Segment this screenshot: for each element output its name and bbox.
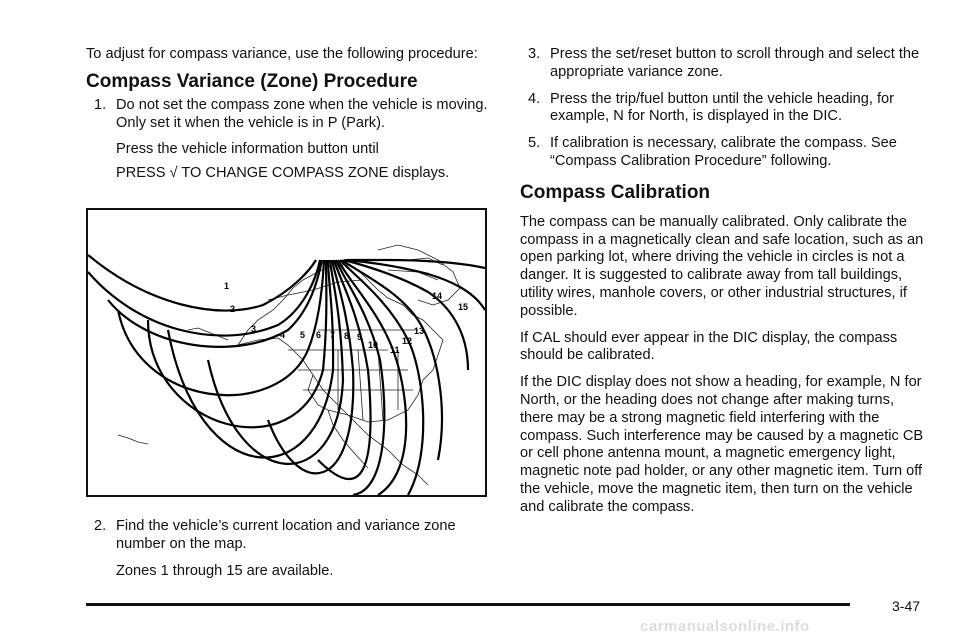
- zone-label-4: 4: [280, 330, 286, 340]
- step-2-text: Find the vehicle’s current location and variance zone number on the map.: [116, 518, 456, 552]
- step-2-sub: Zones 1 through 15 are available.: [116, 562, 334, 579]
- zone-label-1: 1: [224, 281, 230, 291]
- zone-label-14: 14: [432, 291, 443, 301]
- step-5-text: If calibration is necessary, calibrate the compass. See “Compass Calibration Procedure” following.: [550, 135, 897, 169]
- intro-text: To adjust for compass variance, use the following procedure:: [86, 46, 478, 62]
- zone-label-10: 10: [368, 340, 379, 350]
- zone-label-7: 7: [330, 330, 336, 340]
- checkmark-icon: √: [169, 165, 178, 182]
- calibration-paragraph-1: The compass can be manually calibrated. Only calibrate the compass in a magnetically clean and safe location, such as an open parking lot, where driving the vehicle in circles is not a danger. It is suggested to calibrate away from tall buildings, utility wires, manhole covers, or other industrial structures, if possible.: [520, 213, 924, 319]
- watermark: carmanualsonline.info: [640, 618, 810, 635]
- step-4-text: Press the trip/fuel button until the vehicle heading, for example, N for North, is displayed in the DIC.: [550, 90, 894, 125]
- zone-label-9: 9: [357, 332, 363, 342]
- step-3-number: 3.: [528, 46, 541, 62]
- step-3: [520, 46, 930, 82]
- zone-label-13: 13: [414, 326, 425, 336]
- change-zone-text: TO CHANGE COMPASS ZONE displays.: [181, 165, 450, 182]
- zone-label-5: 5: [300, 330, 306, 340]
- calibration-paragraph-3: If the DIC display does not show a heading, for example, N for North, or the heading does not change after making turns, there may be a strong magnetic field interfering with the compass. Such interference may be caused by a magnetic CB or cell phone antenna mount, a magnetic emergency light, magnetic note pad holder, or any other magnetic item. Turn off the vehicle, move the magnetic item, then turn on the vehicle and calibrate the compass.: [520, 374, 924, 515]
- right-column: [520, 46, 930, 526]
- calibration-heading: Compass Calibration: [520, 181, 711, 203]
- step-2: [86, 518, 490, 554]
- compass-zone-map: [86, 208, 487, 497]
- step-3-text: Press the set/reset button to scroll through and select the appropriate variance zone.: [550, 46, 920, 80]
- page-number: 3-47: [892, 598, 921, 614]
- landmass-outlines: [118, 245, 460, 485]
- step-1-sub-1: Press the vehicle information button until: [116, 141, 379, 158]
- zone-label-15: 15: [458, 302, 469, 312]
- zone-label-3: 3: [251, 324, 257, 334]
- zone-map-svg: [88, 210, 485, 495]
- footer-rule: [86, 603, 850, 606]
- step-1-sub-2: [86, 165, 490, 183]
- step-2-number: 2.: [94, 518, 107, 534]
- zone-label-12: 12: [402, 336, 413, 346]
- zone-label-2: 2: [230, 304, 236, 314]
- press-text: PRESS: [116, 165, 166, 182]
- zone-label-8: 8: [344, 331, 350, 341]
- step-5-number: 5.: [528, 135, 541, 152]
- step-5: [520, 135, 930, 171]
- zone-curves: [88, 255, 485, 495]
- left-column: [86, 46, 490, 189]
- step-4: [520, 91, 930, 127]
- step-4-number: 4.: [528, 90, 541, 107]
- step-1: [86, 97, 490, 133]
- calibration-paragraph-2: If CAL should ever appear in the DIC display, the compass should be calibrated.: [520, 329, 898, 364]
- zone-label-6: 6: [316, 330, 322, 340]
- step-2-block: [86, 518, 490, 586]
- step-1-text: Do not set the compass zone when the vehicle is moving. Only set it when the vehicle is in P (Park).: [116, 96, 488, 131]
- step-1-number: 1.: [94, 96, 107, 113]
- procedure-heading: Compass Variance (Zone) Procedure: [86, 70, 418, 92]
- zone-label-11: 11: [390, 345, 400, 355]
